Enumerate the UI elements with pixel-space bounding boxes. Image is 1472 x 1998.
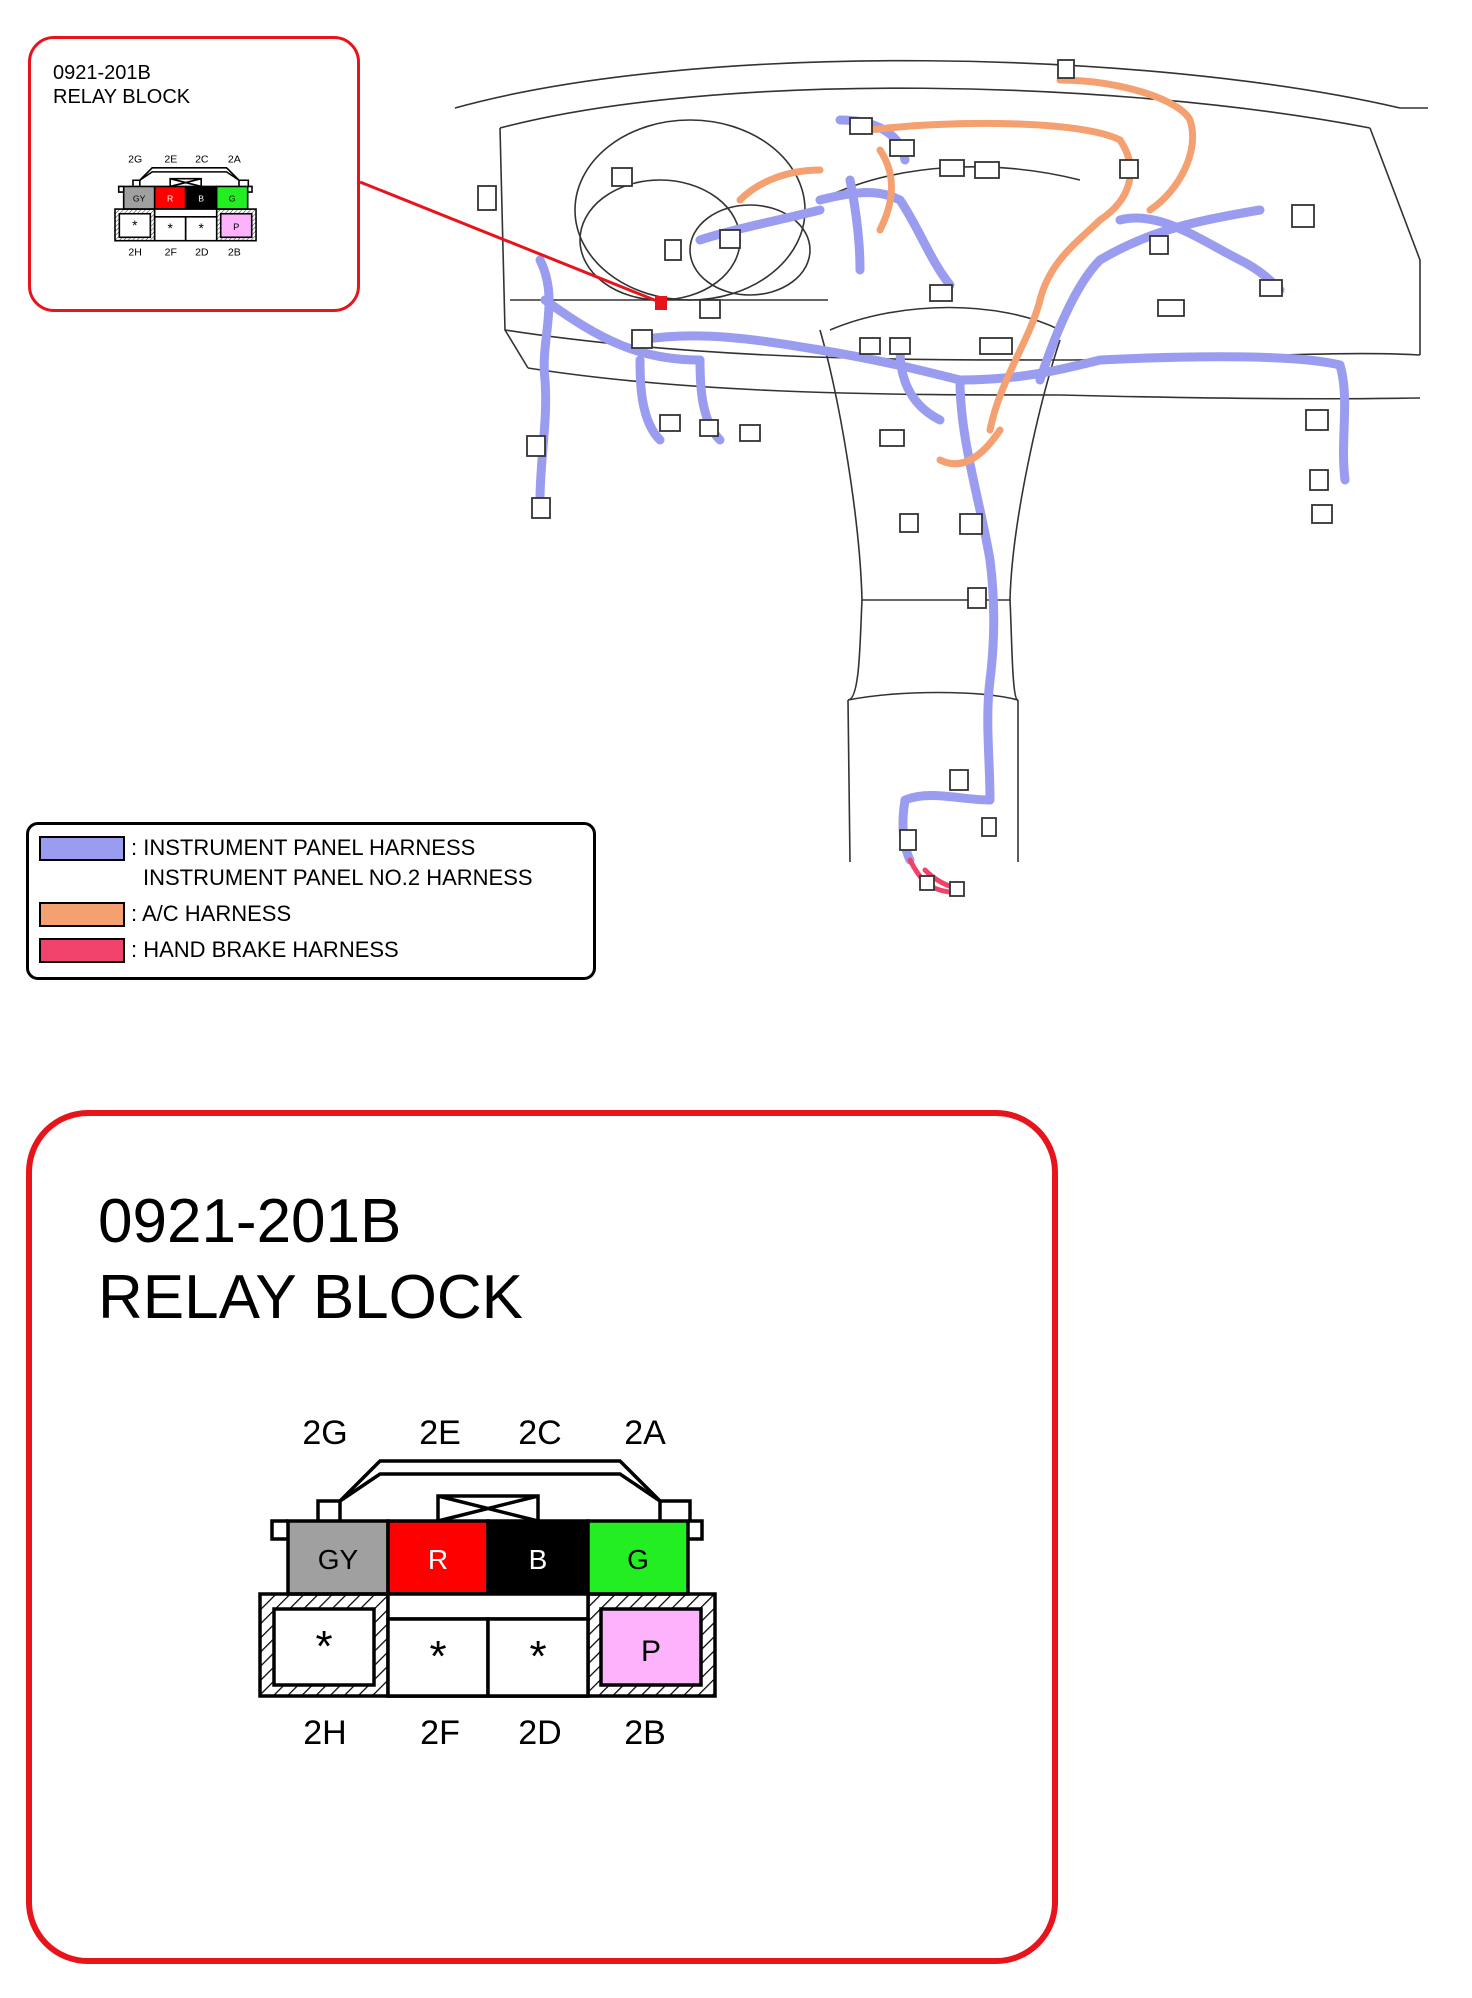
- relay-block-callout-small: [28, 36, 360, 312]
- cavity-label-2d: *: [198, 220, 204, 236]
- cavity-label-2f: *: [429, 1632, 447, 1681]
- pin-label-2f: 2F: [164, 246, 177, 259]
- wire-color-2a: G: [627, 1544, 649, 1575]
- cavity-label-2f: *: [167, 220, 173, 236]
- pin-label-2b: 2B: [227, 246, 241, 259]
- legend-item-ac-harness: [39, 899, 291, 929]
- cavity-label-2b: P: [233, 221, 240, 232]
- pin-label-2a: 2A: [624, 1414, 666, 1452]
- pin-label-2d: 2D: [518, 1714, 562, 1752]
- wire-color-2e: R: [167, 193, 174, 204]
- legend-item-hand-brake-harness: [39, 935, 399, 965]
- pin-label-2g: 2G: [128, 153, 143, 166]
- pin-label-2d: 2D: [195, 246, 209, 259]
- cavity-label-2b: P: [640, 1635, 662, 1668]
- relay-block-location-marker: [655, 296, 667, 310]
- connector-key: [170, 179, 201, 187]
- legend-swatch-hand-brake-harness: [39, 938, 125, 963]
- legend-label-ip-harness: : INSTRUMENT PANEL HARNESS: [131, 835, 476, 860]
- pin-label-2h: 2H: [303, 1714, 347, 1752]
- pin-label-2a: 2A: [227, 153, 241, 166]
- pin-label-2f: 2F: [420, 1714, 460, 1752]
- callout-large-code: 0921-201B: [98, 1187, 402, 1256]
- legend-swatch-ac-harness: [39, 902, 125, 927]
- connector-key: [438, 1496, 538, 1521]
- legend-item-ip-harness: [39, 833, 533, 890]
- wire-color-2a: G: [228, 193, 236, 204]
- connector-face-small: [31, 39, 363, 315]
- callout-large-name: RELAY BLOCK: [98, 1263, 524, 1332]
- cavity-label-2h: *: [132, 217, 138, 233]
- wire-color-2e: R: [427, 1544, 449, 1575]
- callout-small-code: 0921-201B: [53, 62, 151, 84]
- connector-face-large: [32, 1116, 1052, 1958]
- wire-color-2c: B: [528, 1544, 548, 1575]
- pin-label-2e: 2E: [419, 1414, 461, 1452]
- wire-color-2c: B: [198, 193, 205, 204]
- pin-label-2e: 2E: [164, 153, 178, 166]
- legend-label-hand-brake-harness: : HAND BRAKE HARNESS: [131, 937, 399, 962]
- legend-label-ip-harness-no2: INSTRUMENT PANEL NO.2 HARNESS: [143, 865, 533, 890]
- callout-small-name: RELAY BLOCK: [53, 86, 191, 108]
- pin-label-2h: 2H: [128, 246, 142, 259]
- pin-label-2c: 2C: [195, 153, 209, 166]
- pin-label-2c: 2C: [518, 1414, 562, 1452]
- pin-label-2g: 2G: [302, 1414, 348, 1452]
- relay-block-callout-large: [26, 1110, 1058, 1964]
- legend-label-ac-harness: : A/C HARNESS: [131, 901, 292, 926]
- cavity-label-2d: *: [529, 1632, 547, 1681]
- pin-label-2b: 2B: [624, 1714, 666, 1752]
- wire-color-2g: GY: [317, 1544, 359, 1575]
- cavity-label-2h: *: [315, 1622, 333, 1671]
- legend-swatch-ip-harness: [39, 836, 125, 861]
- wire-color-2g: GY: [132, 193, 146, 204]
- harness-legend: [26, 822, 596, 980]
